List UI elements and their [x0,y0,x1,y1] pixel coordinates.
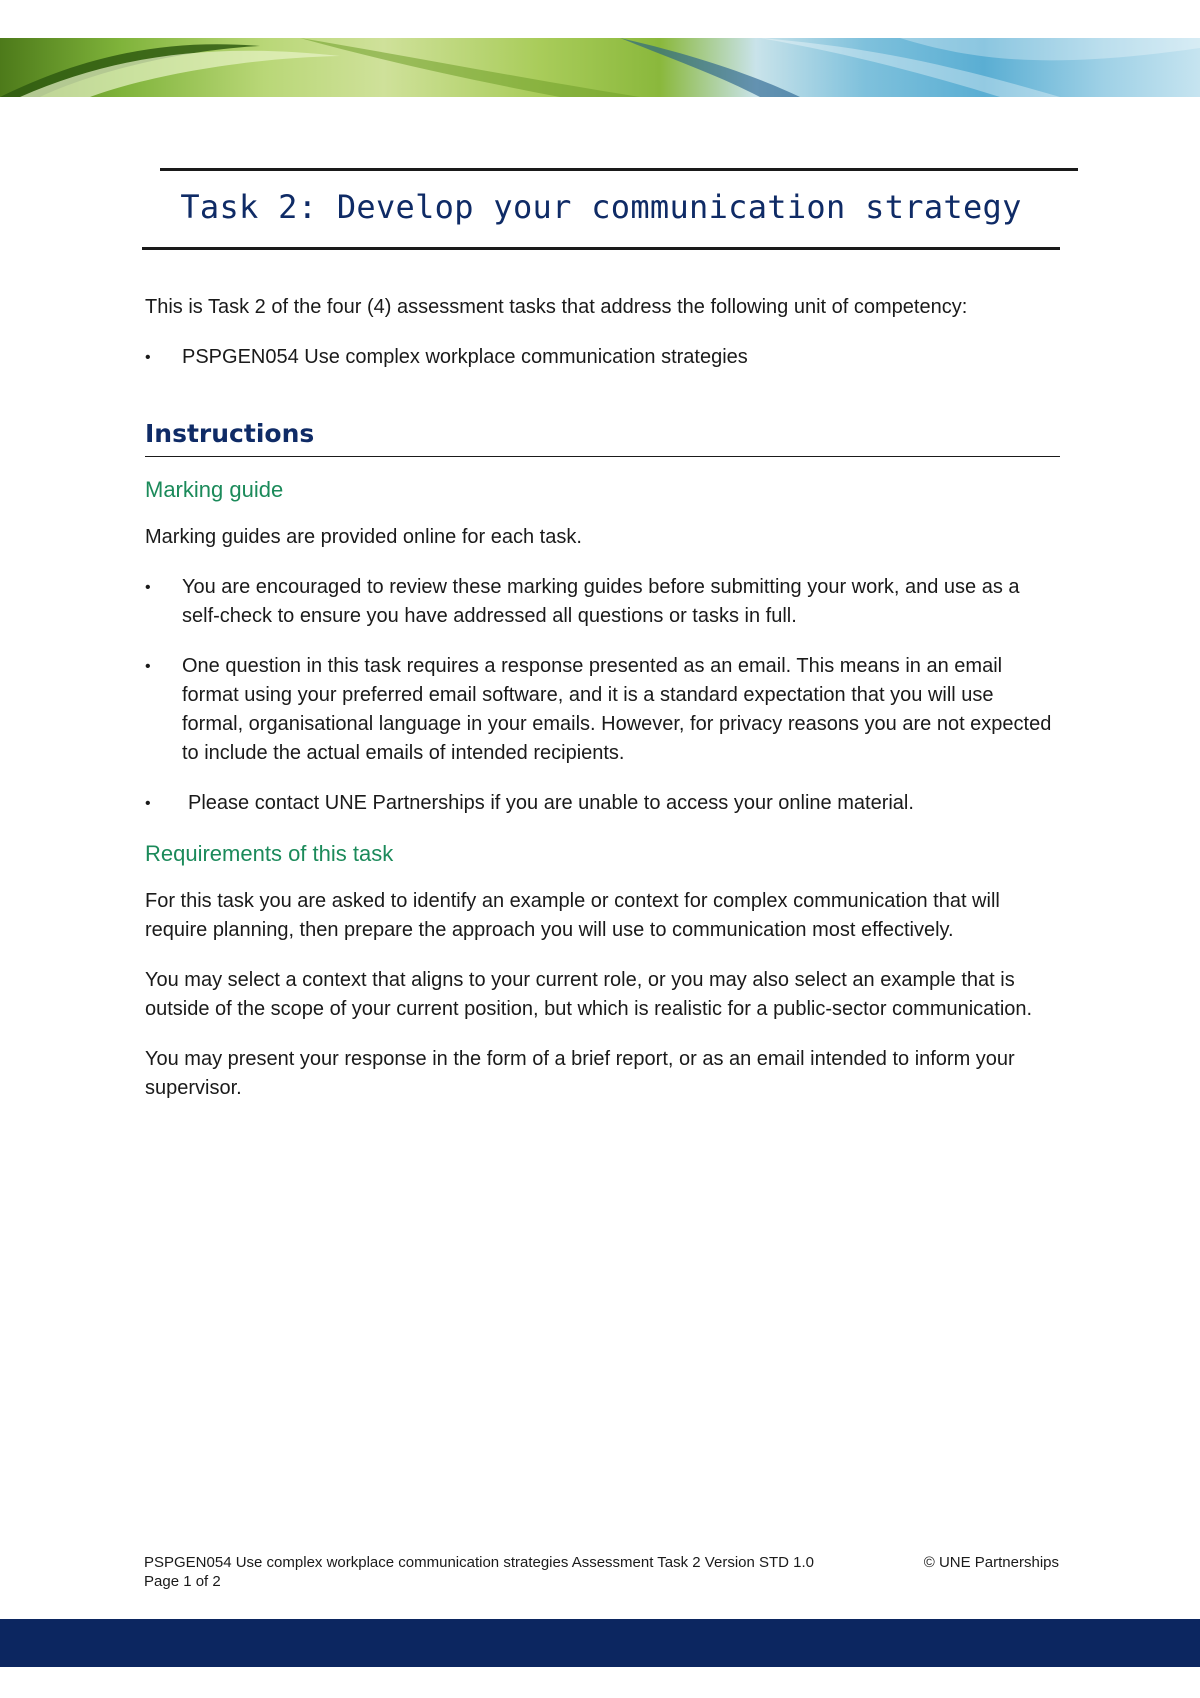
list-item [145,343,1060,372]
requirements-heading: Requirements of this task [145,841,394,866]
bullet-icon: • [145,658,151,675]
bullet-icon: • [145,579,151,596]
title-rule-bottom [142,247,1060,250]
header-swoosh-graphic [0,38,1200,97]
page-footer [144,1553,1059,1591]
marking-guide-text: Marking guides are provided online for each task. [145,526,582,548]
list-item [145,789,1060,818]
marking-guide-bullet-text: One question in this task requires a response presented as an email. This means in an email format using your preferred email software, and it is a standard expectation that you will use formal, organisational language in your emails. However, for privacy reasons you are not expected to include the actual emails of intended recipients. [182,655,1052,764]
document-body [145,293,1060,1124]
requirements-paragraph: For this task you are asked to identify an example or context for complex communication that will require planning, then prepare the approach you will use to communication most effectively. [145,890,1000,941]
intro-text: This is Task 2 of the four (4) assessment tasks that address the following unit of competency: [145,296,968,318]
list-item [145,573,1060,631]
title-rule-top [160,168,1078,171]
footer-band [0,1619,1200,1667]
marking-guide-bullet-text: Please contact UNE Partnerships if you are unable to access your online material. [188,792,914,814]
marking-guide-heading: Marking guide [145,477,284,502]
requirements-paragraph: You may present your response in the form of a brief report, or as an email intended to inform your supervisor. [145,1048,1015,1099]
marking-guide-bullet-text: You are encouraged to review these marking guides before submitting your work, and use as a self-check to ensure you have addressed all questions or tasks in full. [182,576,1020,627]
requirements-paragraph: You may select a context that aligns to your current role, or you may also select an example that is outside of the scope of your current position, but which is realistic for a public-sector communication. [145,969,1033,1020]
marking-guide-list [145,573,1060,818]
footer-copyright: © UNE Partnerships [923,1554,1059,1571]
unit-code-text: PSPGEN054 Use complex workplace communication strategies [182,346,748,368]
list-item [145,652,1060,768]
header-banner [0,38,1200,97]
bullet-icon: • [145,795,151,812]
page-title: Task 2: Develop your communication strategy [180,188,1022,226]
footer-page-number: Page 1 of 2 [144,1573,221,1590]
bullet-icon: • [145,349,151,366]
instructions-heading: Instructions [145,418,1060,457]
footer-row [144,1553,1059,1572]
unit-list [145,343,1060,372]
footer-document-info: PSPGEN054 Use complex workplace communication strategies Assessment Task 2 Version STD 1.0 [144,1554,815,1571]
